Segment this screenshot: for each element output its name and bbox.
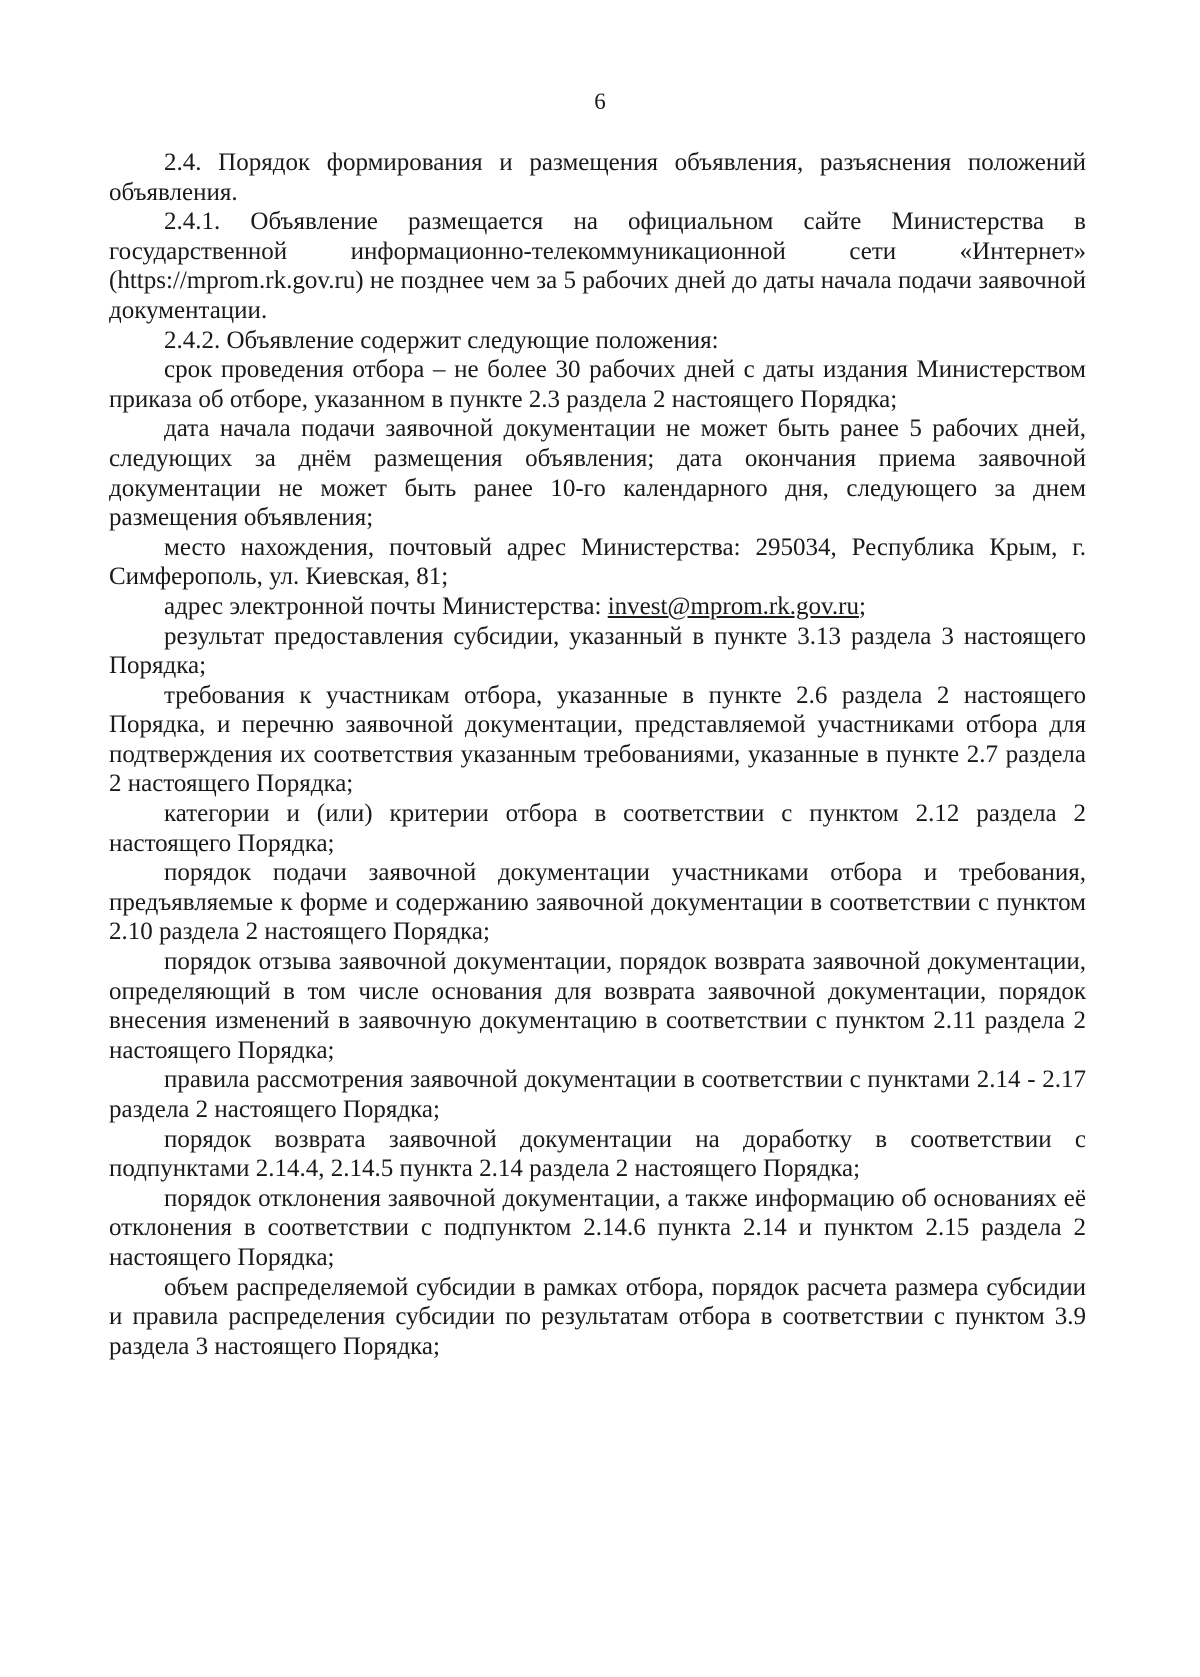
list-item-subsidy-volume: объем распределяемой субсидии в рамках отбора, порядок расчета размера субсидии и правила распределения субсидии по результатам отбора в соответствии с пунктом 3.9 раздела 3 настоящего Порядка; [109,1273,1086,1360]
list-item-withdrawal: порядок отзыва заявочной документации, порядок возврата заявочной документации, определяющий в том числе основания для возврата заявочной документации, порядок внесения изменений в заявочную документацию в соответствии с пунктом 2.11 раздела 2 настоящего Порядка; [109,948,1086,1064]
list-item-result: результат предоставления субсидии, указанный в пункте 3.13 раздела 3 настоящего Порядка; [109,622,1086,680]
email-link[interactable]: invest@mprom.rk.gov.ru [607,592,859,620]
list-item-submission: порядок подачи заявочной документации участниками отбора и требования, предъявляемые к форме и содержанию заявочной документации в соответствии с пунктом 2.10 раздела 2 настоящего Порядка; [109,859,1086,946]
list-item-deadline: срок проведения отбора – не более 30 рабочих дней с даты издания Министерством приказа об отборе, указанном в пункте 2.3 раздела 2 настоящего Порядка; [109,356,1086,413]
email-suffix: ; [858,592,866,620]
section-heading-2-4: 2.4. Порядок формирования и размещения объявления, разъяснения положений объявления. [109,149,1086,206]
list-item-rejection: порядок отклонения заявочной документации, а также информацию об основаниях её отклонения в соответствии с подпунктом 2.14.6 пункта 2.14 и пунктом 2.15 раздела 2 настоящего Порядка; [109,1184,1086,1271]
paragraph-2-4-1: 2.4.1. Объявление размещается на официальном сайте Министерства в государственной информационно-телекоммуникационной сети «Интернет» (https://mprom.rk.gov.ru) не позднее чем за 5 рабочих дней до даты начала подачи заявочной документации. [109,208,1086,324]
list-item-return: порядок возврата заявочной документации на доработку в соответствии с подпунктами 2.14.4, 2.14.5 пункта 2.14 раздела 2 настоящего Порядка; [109,1125,1086,1183]
document-body [109,148,1086,1361]
list-item-review-rules: правила рассмотрения заявочной документации в соответствии с пунктами 2.14 - 2.17 раздела 2 настоящего Порядка; [109,1066,1086,1123]
list-item-address: место нахождения, почтовый адрес Министерства: 295034, Республика Крым, г. Симферополь, ул. Киевская, 81; [109,533,1086,591]
list-item-email [109,592,1086,622]
paragraph-2-4-2: 2.4.2. Объявление содержит следующие положения: [164,326,719,354]
email-prefix: адрес электронной почты Министерства: [164,592,608,620]
list-item-dates: дата начала подачи заявочной документации не может быть ранее 5 рабочих дней, следующих за днём размещения объявления; дата окончания приема заявочной документации не может быть ранее 10-го календарного дня, следующего за днем размещения объявления; [109,415,1086,532]
list-item-criteria: категории и (или) критерии отбора в соответствии с пунктом 2.12 раздела 2 настоящего Порядка; [109,800,1086,857]
list-item-requirements: требования к участникам отбора, указанные в пункте 2.6 раздела 2 настоящего Порядка, и перечню заявочной документации, представляемой участниками отбора для подтверждения их соответствия указанным требованиями, указанные в пункте 2.7 раздела 2 настоящего Порядка; [109,681,1086,798]
page-number: 6 [594,89,606,114]
